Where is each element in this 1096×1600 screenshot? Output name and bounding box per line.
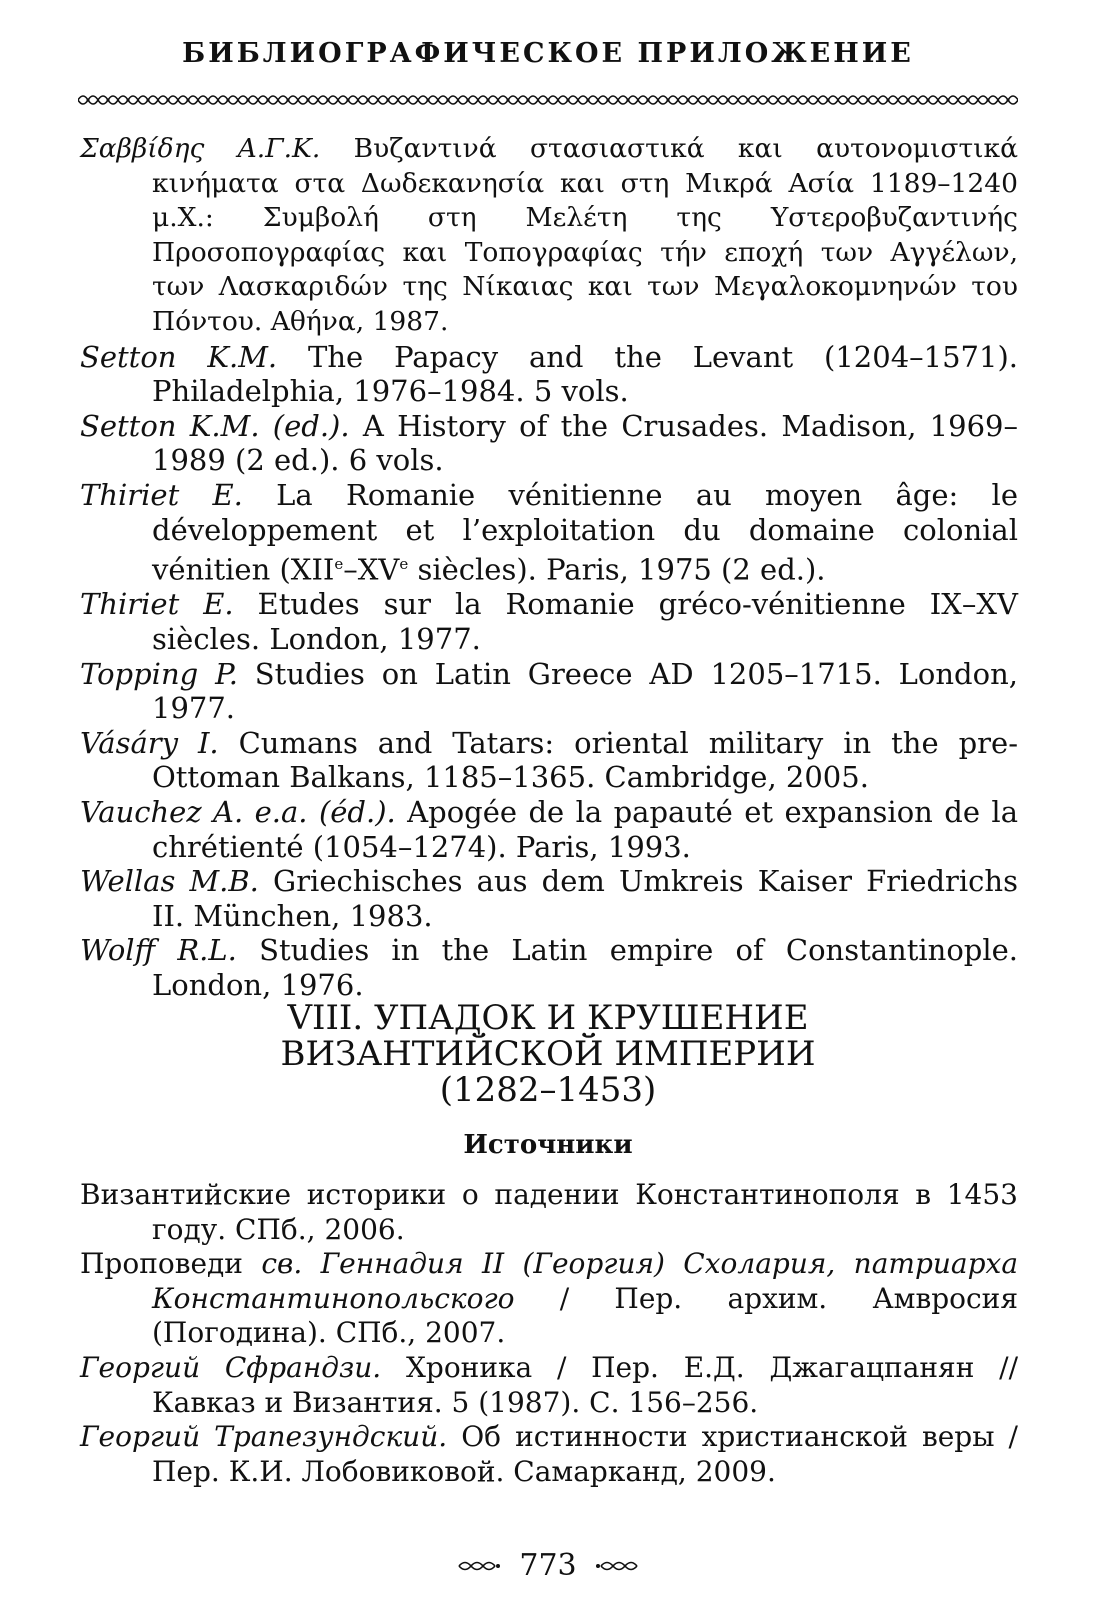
entry-text: Хроника / Пер. Е.Д. Джагацпанян // Кавказ и Византия. 5 (1987). С. 156–256. <box>152 1350 1019 1419</box>
entry-text: Etudes sur la Romanie gréco-vénitienne IX–XV siècles. London, 1977. <box>152 587 1018 656</box>
entry-text: siècles). Paris, 1975 (2 ed.). <box>408 552 826 587</box>
bib-entry <box>80 864 1018 933</box>
entry-text: La Romanie vénitienne au moyen âge: le développement et l’exploitation du domaine colonial vénitien (XII <box>152 477 1018 587</box>
bib-entry <box>80 132 1018 340</box>
bib-entry <box>80 409 1018 478</box>
entry-italic: св. Геннадия II (Георгия) Схолария, патриарха Константинопольского <box>152 1247 1019 1315</box>
bib-entry <box>80 726 1018 795</box>
entry-text: Studies in the Latin empire of Constantinople. London, 1976. <box>152 933 1018 1002</box>
section-title-line: (1282–1453) <box>439 1070 657 1110</box>
entry-author: Thiriet E. <box>80 477 243 512</box>
entry-text: Apogée de la papauté et expansion de la chrétienté (1054–1274). Paris, 1993. <box>152 794 1018 864</box>
section-title-line: ВИЗАНТИЙСКОЙ ИМПЕРИИ <box>280 1034 816 1074</box>
section-title-line: VIII. УПАДОК И КРУШЕНИЕ <box>287 998 809 1038</box>
superscript: e <box>334 555 344 574</box>
bib-entry <box>80 933 1018 1002</box>
superscript: e <box>399 555 409 574</box>
bib-entry <box>80 340 1018 409</box>
entry-author: Vásáry I. <box>80 725 219 760</box>
entry-text: Об истинности христианской веры / Пер. К.И. Лобовиковой. Самарканд, 2009. <box>152 1420 1018 1488</box>
entry-prefix: Проповеди <box>80 1247 262 1281</box>
entry-author: Thiriet E. <box>80 587 234 622</box>
entry-text: / Пер. архим. Амвросия (Погодина). СПб., 2007. <box>152 1281 1018 1350</box>
entry-text: –XV <box>343 552 400 587</box>
source-entry <box>80 1351 1018 1420</box>
entry-text: Studies on Latin Greece AD 1205–1715. London, 1977. <box>152 656 1018 726</box>
source-entry <box>80 1178 1018 1247</box>
footer-ornament-left <box>457 1559 501 1573</box>
entry-author: Vauchez A. e.a. (éd.). <box>80 794 396 829</box>
bib-entry <box>80 657 1018 726</box>
bib-entry <box>80 587 1018 656</box>
entry-author: Wellas M.B. <box>80 864 259 899</box>
entry-text: The Papacy and the Levant (1204–1571). Philadelphia, 1976–1984. 5 vols. <box>152 339 1018 409</box>
subsection-heading: Источники <box>463 1130 633 1160</box>
entry-text: Βυζαντινά στασιαστικά και αυτονομιστικά κινήματα στα Δωδεκανησία και στη Μικρά Ασία 1189–1240 μ.Χ.: Συμβολή στη Μελέτη της Υστεροβυζαντινής Προσοπογραφίας και Τοπογραφίας τήν εποχή των Αγγέλων, των Λασκαριδών της Νίκαιας και των Μεγαλοκομνηνών του Πόντου. Αθήνα, 1987. <box>152 133 1019 337</box>
entry-author: Topping P. <box>80 656 238 691</box>
sources-list <box>80 1178 1018 1489</box>
section-heading <box>0 1000 1096 1108</box>
entry-author: Setton K.M. (ed.). <box>80 408 350 443</box>
entry-italic: Георгий Сфрандзи. <box>80 1350 382 1384</box>
entry-author: Setton K.M. <box>80 339 278 374</box>
running-header: БИБЛИОГРАФИЧЕСКОЕ ПРИЛОЖЕНИЕ <box>182 38 914 69</box>
entry-text: A History of the Crusades. Madison, 1969–1989 (2 ed.). 6 vols. <box>152 408 1018 478</box>
bib-entry <box>80 478 1018 587</box>
ornament-band <box>78 92 1018 108</box>
entry-text: Византийские историки о падении Константинополя в 1453 году. СПб., 2006. <box>80 1178 1018 1246</box>
bib-entry <box>80 795 1018 864</box>
page-number: 773 <box>519 1548 577 1583</box>
footer-ornament-right <box>595 1559 639 1573</box>
entry-author: Σαββίδης Α.Γ.Κ. <box>80 133 321 164</box>
source-entry <box>80 1420 1018 1489</box>
bibliography-list <box>80 132 1018 1003</box>
source-entry <box>80 1247 1018 1351</box>
entry-italic: Георгий Трапезундский. <box>80 1420 448 1454</box>
entry-text: Griechisches aus dem Umkreis Kaiser Friedrichs II. München, 1983. <box>152 864 1018 933</box>
entry-text: Cumans and Tatars: oriental military in the pre-Ottoman Balkans, 1185–1365. Cambridge, 2005. <box>152 725 1018 795</box>
entry-author: Wolff R.L. <box>80 933 237 968</box>
page-footer <box>0 1548 1096 1583</box>
